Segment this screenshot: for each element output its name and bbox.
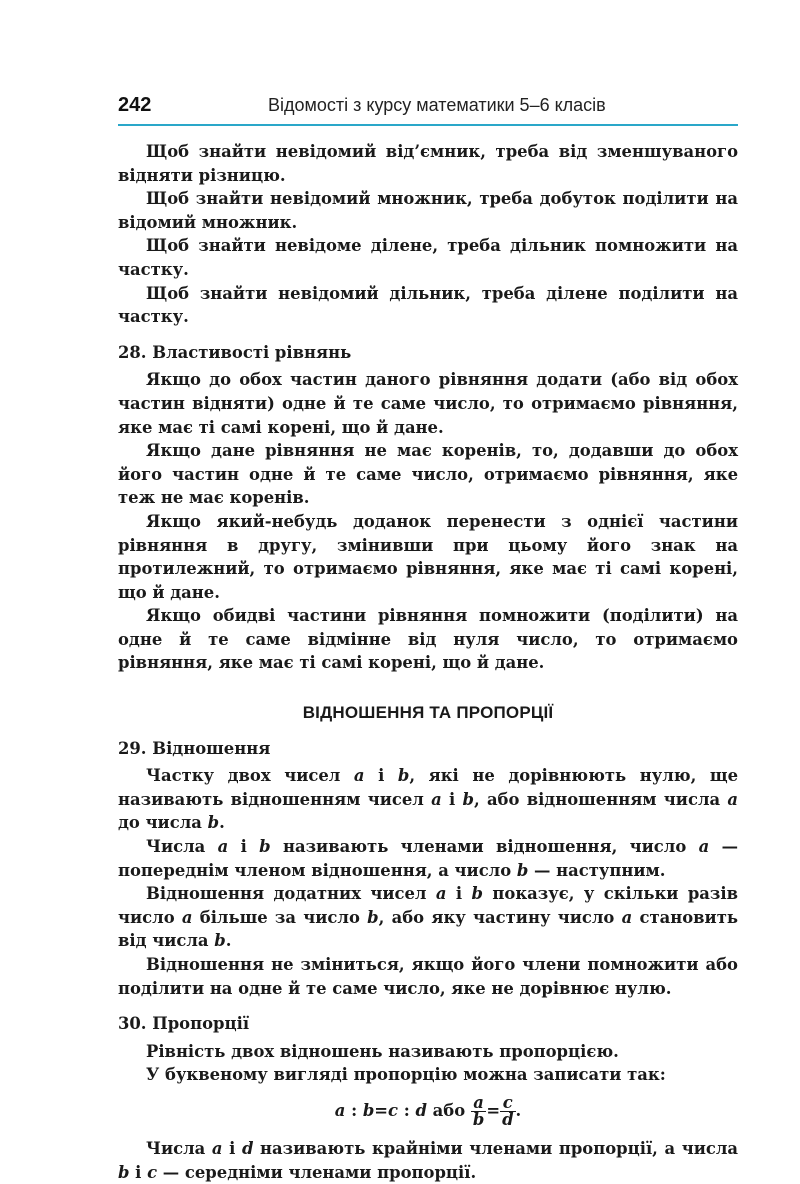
rule-paragraph: Щоб знайти невідоме ділене, треба дільник помножити на частку.	[118, 236, 738, 279]
rule-paragraph: Щоб знайти невідомий множник, треба добуток поділити на відомий множник.	[118, 189, 738, 232]
section-heading-30: 30. Пропорції	[118, 1014, 250, 1034]
chapter-heading: ВІДНОШЕННЯ ТА ПРОПОРЦІЇ	[302, 703, 554, 723]
page-content	[118, 140, 738, 1184]
page-number: 242	[118, 94, 152, 116]
running-title: Відомості з курсу математики 5–6 класів	[268, 95, 606, 115]
section-heading-28: 28. Властивості рівнянь	[118, 342, 352, 362]
paragraph: Якщо обидві частини рівняння помножити (поділити) на одне й те саме відмінне від нуля число, то отримаємо рівняння, яке має ті самі корені, що й дане.	[118, 606, 738, 673]
rule-paragraph: Щоб знайти невідомий від’ємник, треба від зменшуваного відняти різницю.	[118, 142, 738, 185]
page-header	[118, 86, 738, 126]
paragraph: Частку двох чисел a і b, які не дорівнюють нулю, ще називають відношенням чисел a і b, або відношенням числа a до числа b.	[118, 766, 739, 833]
paragraph: Відношення додатних чисел a і b показує, у скільки разів число a більше за число b, або яку частину число a становить від числа b.	[118, 884, 739, 951]
paragraph: Якщо який-небудь доданок перенести з однієї частини рівняння в другу, змінивши при цьому його знак на протилежний, то отримаємо рівняння, яке має ті самі корені, що й дане.	[118, 511, 738, 602]
rule-paragraph: Щоб знайти невідомий дільник, треба ділене поділити на частку.	[118, 283, 738, 327]
paragraph: Числа a і d називають крайніми членами пропорції, а числа b і c — середніми членами пропорції.	[118, 1138, 739, 1182]
proportion-formula: a : b=c : d або $\frac{a}{b}$ = $\frac{c}{d}$ .	[334, 1092, 522, 1129]
paragraph: Відношення не зміниться, якщо його члени помножити або поділити на одне й те саме число, яке не дорівнює нулю.	[118, 955, 738, 998]
paragraph: Рівність двох відношень називають пропорцією.	[146, 1041, 619, 1061]
fraction-a-over-b: $\frac{a}{b}$	[472, 1092, 485, 1129]
paragraph: Числа a і b називають членами відношення, число a — попереднім членом відношення, а число b — наступним.	[118, 837, 738, 880]
section-heading-29: 29. Відношення	[118, 738, 271, 758]
paragraph: Якщо дане рівняння не має коренів, то, додавши до обох його частин одне й те саме число, отримаємо рівняння, яке теж не має коренів.	[118, 441, 738, 508]
paragraph: Якщо до обох частин даного рівняння додати (або від обох частин відняти) одне й те саме число, то отримаємо рівняння, яке має ті самі корені, що й дане.	[118, 370, 738, 437]
paragraph: У буквеному вигляді пропорцію можна записати так:	[146, 1065, 666, 1085]
fraction-c-over-d: $\frac{c}{d}$	[502, 1092, 514, 1129]
